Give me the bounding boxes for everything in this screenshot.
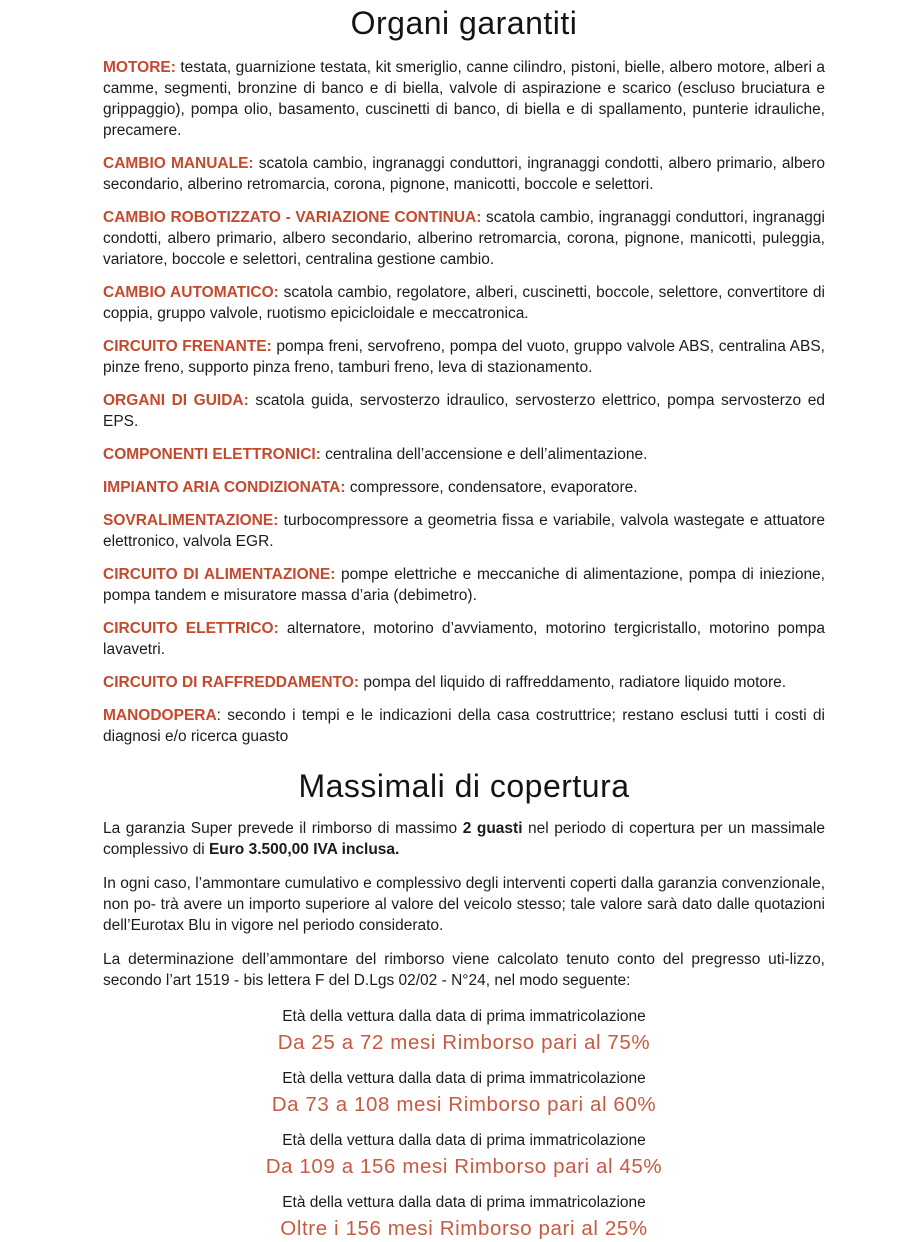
warranty-item-cambio-robotizzato: [103, 207, 825, 270]
warranty-item-manodopera: [103, 705, 825, 747]
paragraph-determinazione-rimborso: La determinazione dell’ammontare del rimborso viene calcolato tenuto conto del pregresso uti-lizzo, secondo l’art 1519 - bis lettera F del D.Lgs 02/02 - N°24, nel modo seguente:: [103, 950, 825, 989]
warranty-text: alternatore, motorino d’avviamento, motorino tergicristallo, motorino pompa lavavetri.: [103, 620, 825, 659]
warranty-text: scatola guida, servosterzo idraulico, servosterzo elettrico, pompa servosterzo ed EPS.: [103, 392, 825, 431]
warranty-label: COMPONENTI ELETTRONICI:: [103, 446, 321, 464]
warranty-item-motore: [103, 57, 825, 141]
warranty-item-circuito-frenante: [103, 336, 825, 378]
warranty-item-impianto-aria: [103, 477, 825, 498]
tier-age-line: Età della vettura dalla data di prima immatricolazione: [282, 1069, 646, 1087]
warranty-item-sovralimentazione: [103, 510, 825, 552]
tier-age-line: Età della vettura dalla data di prima immatricolazione: [282, 1131, 646, 1149]
warranty-label: IMPIANTO ARIA CONDIZIONATA:: [103, 479, 346, 497]
highlight-guasti: 2 guasti: [462, 819, 523, 837]
warranty-item-organi-di-guida: [103, 390, 825, 432]
warranty-label: MOTORE:: [103, 59, 176, 77]
paragraph-text: nel periodo di copertura per un massimale complessivo di: [103, 819, 825, 858]
warranty-text: pompe elettriche e meccaniche di alimentazione, pompa di iniezione, pompa tandem e misuratore massa d’aria (debimetro).: [103, 566, 825, 605]
tier-age-line: Età della vettura dalla data di prima immatricolazione: [282, 1193, 646, 1211]
warranty-text: pompa freni, servofreno, pompa del vuoto, gruppo valvole ABS, centralina ABS, pinze freno, supporto pinza freno, tamburi freno, leva di stazionamento.: [103, 338, 825, 377]
refund-tier-2: [103, 1069, 825, 1118]
paragraph-massimale-rimborso: [103, 818, 825, 860]
tier-refund-line: Da 109 a 156 mesi Rimborso pari al 45%: [265, 1154, 663, 1178]
highlight-importo: Euro 3.500,00 IVA inclusa.: [208, 840, 400, 858]
refund-tier-4: [103, 1193, 825, 1242]
warranty-item-cambio-manuale: [103, 153, 825, 195]
section-title-organi-garantiti: Organi garantiti: [350, 5, 578, 41]
warranty-item-circuito-alimentazione: [103, 564, 825, 606]
warranty-item-circuito-elettrico: [103, 618, 825, 660]
tier-age-line: Età della vettura dalla data di prima immatricolazione: [282, 1007, 646, 1025]
paragraph-ammontare-cumulativo: In ogni caso, l’ammontare cumulativo e complessivo degli interventi coperti dalla garanzia convenzionale, non po- trà avere un importo superiore al valore del veicolo stesso; tale valore sarà dato dalle quotazioni dell’Eurotax Blu in vigore nel periodo considerato.: [103, 874, 825, 934]
warranty-label: SOVRALIMENTAZIONE:: [103, 512, 279, 530]
warranty-label: CIRCUITO DI RAFFREDDAMENTO:: [103, 674, 360, 692]
warranty-label: MANODOPERA: [103, 707, 217, 725]
warranty-item-cambio-automatico: [103, 282, 825, 324]
warranty-label: CAMBIO MANUALE:: [103, 155, 254, 173]
warranty-text: scatola cambio, ingranaggi conduttori, ingranaggi condotti, albero primario, albero secondario, alberino retromarcia, corona, pignone, manicotti, boccole e selettori.: [103, 155, 825, 194]
warranty-label: CIRCUITO ELETTRICO:: [103, 620, 279, 638]
warranty-label: CAMBIO AUTOMATICO:: [103, 284, 279, 302]
warranty-text: : secondo i tempi e le indicazioni della casa costruttrice; restano esclusi tutti i costi di diagnosi e/o ricerca guasto: [103, 707, 825, 746]
warranty-item-circuito-raffreddamento: [103, 672, 825, 693]
tier-refund-line: Da 25 a 72 mesi Rimborso pari al 75%: [277, 1030, 651, 1054]
warranty-text: scatola cambio, regolatore, alberi, cuscinetti, boccole, selettore, convertitore di coppia, gruppo valvole, ruotismo epicicloidale e meccatronica.: [103, 284, 826, 323]
warranty-text: turbocompressore a geometria fissa e variabile, valvola wastegate e attuatore elettronico, valvola EGR.: [103, 512, 825, 551]
warranty-text: compressore, condensatore, evaporatore.: [345, 479, 638, 497]
refund-tier-3: [103, 1131, 825, 1180]
warranty-label: CAMBIO ROBOTIZZATO - VARIAZIONE CONTINUA:: [103, 209, 482, 227]
warranty-label: CIRCUITO FRENANTE:: [103, 338, 272, 356]
section-title-massimali: Massimali di copertura: [298, 768, 630, 805]
paragraph-text: La garanzia Super prevede il rimborso di massimo: [103, 819, 463, 837]
tier-refund-line: Oltre i 156 mesi Rimborso pari al 25%: [280, 1216, 648, 1240]
tier-refund-line: Da 73 a 108 mesi Rimborso pari al 60%: [271, 1092, 657, 1116]
warranty-item-componenti-elettronici: [103, 444, 825, 465]
refund-tiers: [103, 1007, 825, 1242]
warranty-text: centralina dell’accensione e dell’alimentazione.: [320, 446, 648, 464]
warranty-label: CIRCUITO DI ALIMENTAZIONE:: [103, 566, 336, 584]
refund-tier-1: [103, 1007, 825, 1056]
warranty-label: ORGANI DI GUIDA:: [103, 392, 249, 410]
warranty-text: scatola cambio, ingranaggi conduttori, ingranaggi condotti, albero primario, albero secondario, alberino retromarcia, corona, pignone, manicotti, puleggia, variatore, boccole e selettori, centralina gestione cambio.: [103, 209, 825, 269]
warranty-text: testata, guarnizione testata, kit smeriglio, canne cilindro, pistoni, bielle, albero motore, alberi a camme, segmenti, bronzine di banco e di biella, valvole di aspirazione e scarico (escluso bruciatura e grippaggio), pompa olio, basamento, cuscinetti di banco, di biella e di spallamento, punterie idrauliche, precamere.: [103, 59, 825, 140]
warranty-text: pompa del liquido di raffreddamento, radiatore liquido motore.: [359, 674, 787, 692]
